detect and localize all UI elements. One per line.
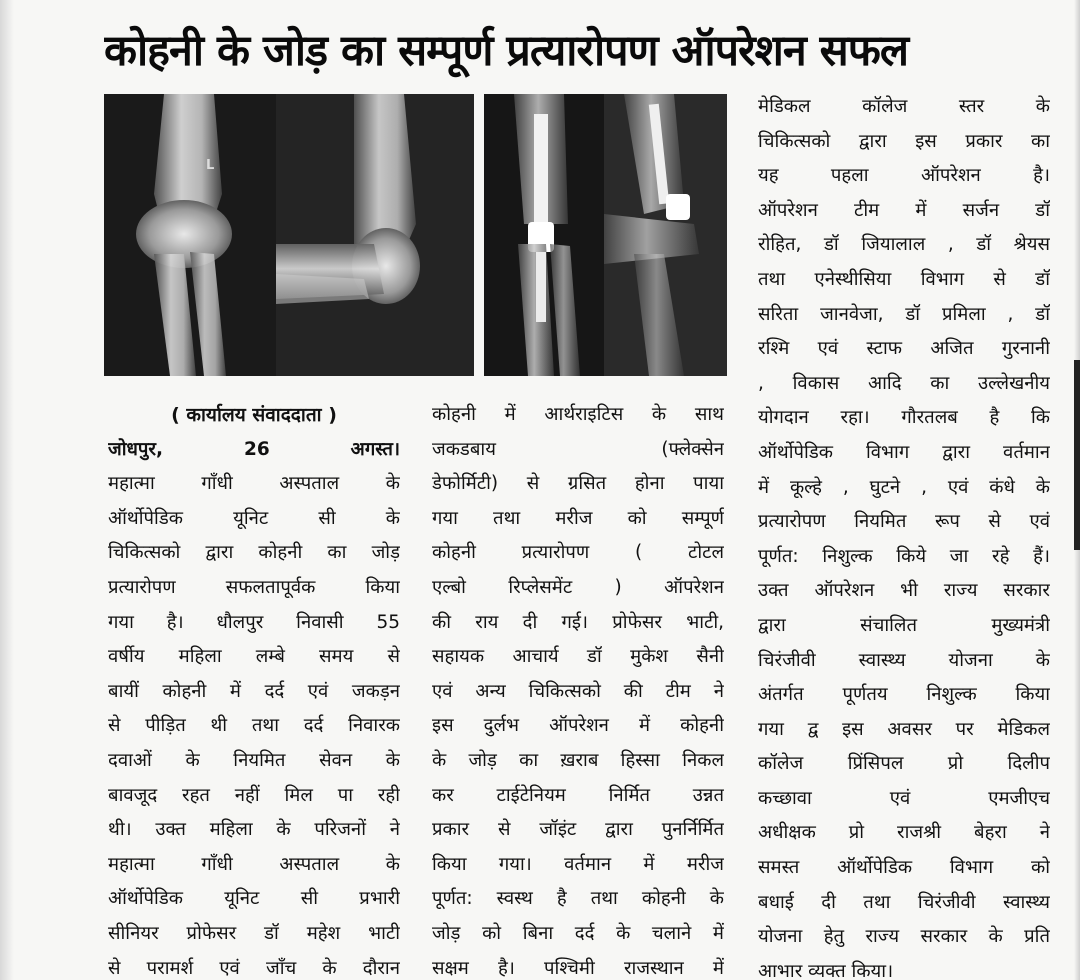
text-line: कोहनी में आर्थराइटिस के साथ	[432, 404, 724, 425]
text-line: तथा एनेस्थीसिया विभाग से डॉ	[758, 268, 1050, 290]
text-line: अंतर्गत पूर्णतय निशुल्क किया	[758, 684, 1050, 706]
text-line: कॉलेज प्रिंसिपल प्रो दिलीप	[758, 753, 1050, 775]
text-line: एल्बो रिप्लेसमेंट ) ऑपरेशन	[432, 576, 724, 598]
text-line: के जोड़ का ख़राब हिस्सा निकल	[432, 749, 724, 771]
text-line: जोड़ को बिना दर्द के चलाने में	[432, 922, 724, 944]
text-line: कोहनी प्रत्यारोपण ( टोटल	[432, 542, 724, 564]
text-line: सीनियर प्रोफेसर डॉ महेश भाटी	[108, 922, 400, 944]
text-line: की राय दी गई। प्रोफेसर भाटी,	[432, 611, 724, 633]
text-line: गया तथा मरीज को सम्पूर्ण	[432, 507, 724, 529]
text-line: रश्मि एवं स्टाफ अजित गुरनानी	[758, 338, 1050, 360]
text-line: अधीक्षक प्रो राजश्री बेहरा ने	[758, 822, 1050, 844]
text-line: योगदान रहा। गौरतलब है कि	[758, 407, 1050, 429]
text-line: से पीड़ित थी तथा दर्द निवारक	[108, 715, 400, 737]
text-line: द्वारा संचालित मुख्यमंत्री	[758, 614, 1050, 636]
text-line: पूर्णत: निशुल्क किये जा रहे हैं।	[758, 545, 1050, 567]
text-line: पूर्णत: स्वस्थ है तथा कोहनी के	[432, 888, 724, 910]
headline: कोहनी के जोड़ का सम्पूर्ण प्रत्यारोपण ऑपरेशन सफल	[104, 26, 909, 76]
text-line: चिकित्सको द्वारा इस प्रकार का	[758, 130, 1050, 152]
dateline: जोधपुर, 26 अगस्त।	[108, 438, 400, 460]
text-line: समस्त ऑर्थोपेडिक विभाग को	[758, 857, 1050, 879]
text-line: यह पहला ऑपरेशन है।	[758, 165, 1050, 187]
text-line: कर टाईटेनियम निर्मित उन्नत	[432, 784, 724, 806]
text-line: , विकास आदि का उल्लेखनीय	[758, 372, 1050, 394]
text-line: चिकित्सको द्वारा कोहनी का जोड़	[108, 542, 400, 564]
text-line: दवाओं के नियमित सेवन के	[108, 749, 400, 771]
xray-after-photo	[484, 94, 727, 376]
byline: ( कार्यालय संवाददाता )	[171, 404, 337, 426]
text-line: एवं अन्य चिकित्सको की टीम ने	[432, 680, 724, 702]
text-line: इस दुर्लभ ऑपरेशन में कोहनी	[432, 715, 724, 737]
text-line: ऑर्थोपेडिक यूनिट सी प्रभारी	[108, 888, 400, 910]
text-line: ऑर्थोपेडिक विभाग द्वारा वर्तमान	[758, 441, 1050, 463]
text-line: गया है। धौलपुर निवासी 55	[108, 611, 400, 633]
text-line: ऑर्थोपेडिक यूनिट सी के	[108, 507, 400, 529]
xray-marker-letter: L	[206, 158, 215, 173]
article-column-2	[432, 398, 724, 980]
text-line: कच्छावा एवं एमजीएच	[758, 787, 1050, 809]
page-edge-shadow	[0, 0, 14, 980]
text-line: से परामर्श एवं जाँच के दौरान	[108, 957, 400, 979]
text-line: योजना हेतु राज्य सरकार के प्रति	[758, 926, 1050, 948]
text-line: गया द्व इस अवसर पर मेडिकल	[758, 718, 1050, 740]
page-edge-mark	[1074, 360, 1080, 550]
text-line: प्रकार से जॉइंट द्वारा पुनर्निर्मित	[432, 819, 724, 841]
text-line: चिरंजीवी स्वास्थ्य योजना के	[758, 649, 1050, 671]
text-line: रोहित, डॉ जियालाल , डॉ श्रेयस	[758, 234, 1050, 256]
text-line: में कूल्हे , घुटने , एवं कंधे के	[758, 476, 1050, 498]
text-line: प्रत्यारोपण नियमित रूप से एवं	[758, 511, 1050, 533]
text-line: उक्त ऑपरेशन भी राज्य सरकार	[758, 580, 1050, 602]
text-line: ऑपरेशन टीम में सर्जन डॉ	[758, 199, 1050, 221]
article-column-3	[758, 90, 1050, 980]
text-line: थी। उक्त महिला के परिजनों ने	[108, 819, 400, 841]
text-line: बावजूद रहत नहीं मिल पा रही	[108, 784, 400, 806]
text-line: महात्मा गाँधी अस्पताल के	[108, 473, 400, 495]
text-line: महात्मा गाँधी अस्पताल के	[108, 853, 400, 875]
text-line: सक्षम है। पश्चिमी राजस्थान में	[432, 957, 724, 979]
text-line: किया गया। वर्तमान में मरीज	[432, 853, 724, 875]
text-line: सरिता जानवेजा, डॉ प्रमिला , डॉ	[758, 303, 1050, 325]
text-line: वर्षीय महिला लम्बे समय से	[108, 646, 400, 668]
text-line: डेफोर्मिटी) से ग्रसित होना पाया	[432, 473, 724, 495]
text-line: आभार व्यक्त किया।	[758, 960, 894, 980]
text-line: प्रत्यारोपण सफलतापूर्वक किया	[108, 576, 400, 598]
text-line: सहायक आचार्य डॉ मुकेश सैनी	[432, 646, 724, 668]
xray-before-photo	[104, 94, 474, 376]
text-line: बधाई दी तथा चिरंजीवी स्वास्थ्य	[758, 891, 1050, 913]
text-line: जकडबाय (फ्लेक्सेन	[432, 438, 724, 460]
text-line: मेडिकल कॉलेज स्तर के	[758, 96, 1050, 117]
text-line: बायीं कोहनी में दर्द एवं जकड़न	[108, 680, 400, 702]
article-column-1	[108, 398, 400, 980]
